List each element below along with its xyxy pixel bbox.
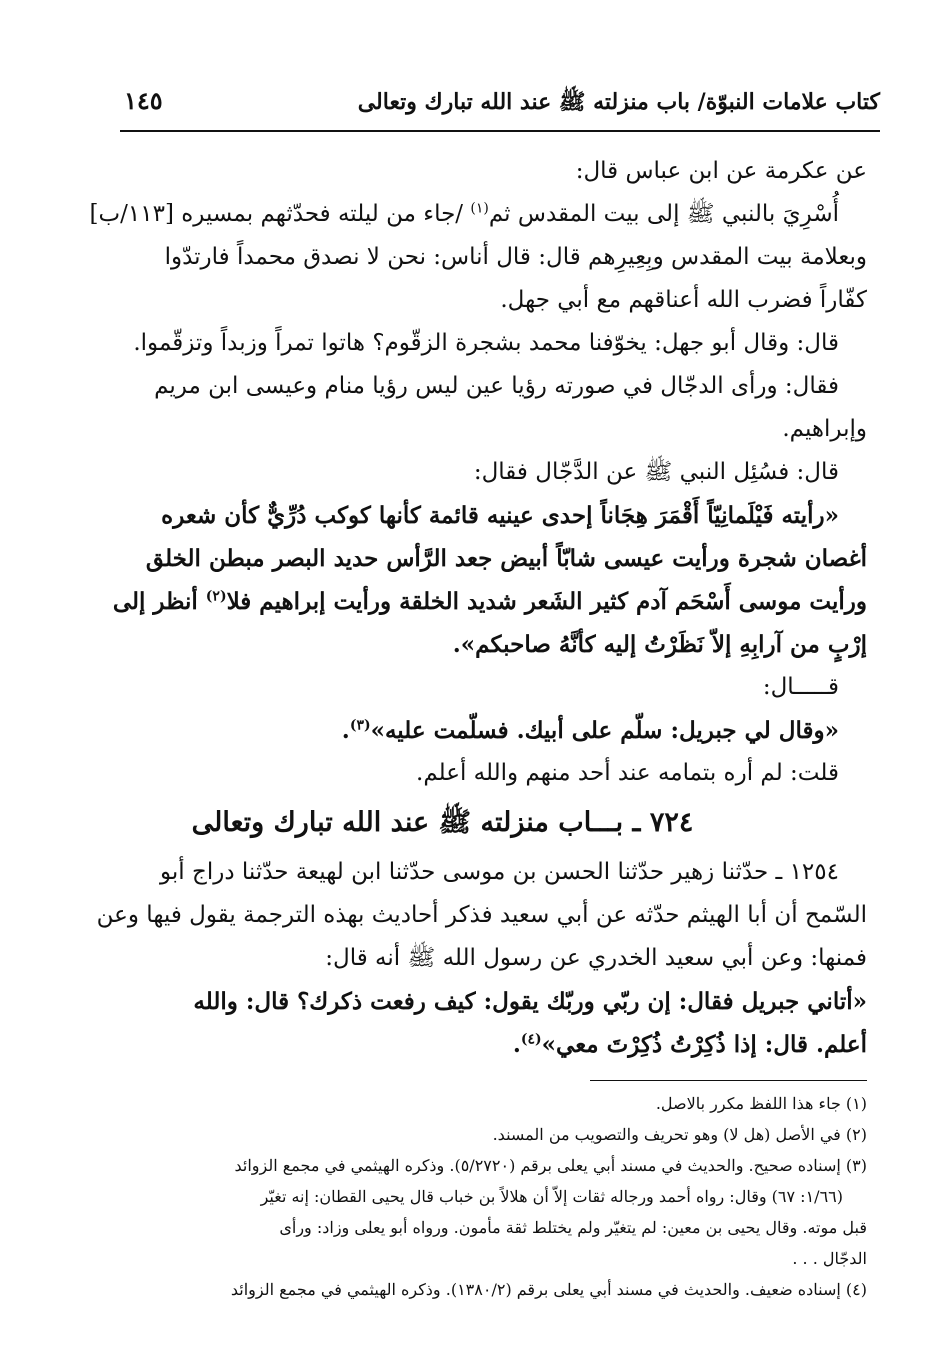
text-line [18, 193, 867, 236]
footnote-divider [590, 1080, 867, 1081]
running-title: كتاب علامات النبوّة/ باب منزلته ﷺ عند الله تبارك وتعالى [357, 89, 880, 115]
footnote-ref: (١) [470, 200, 489, 217]
text-segment: أُسْرِيَ بالنبي ﷺ إلى بيت المقدس ثم [488, 201, 839, 227]
text-line: كفّاراً فضرب الله أعناقهم مع أبي جهل. [500, 287, 867, 313]
hadith-line: أعلم. قال: إذا ذُكِرْتُ ذُكِرْتَ معي»$^{(٤)}$. [512, 1031, 867, 1058]
footnote: (٤) إسناده ضعيف. والحديث في مسند أبي يعلى برقم (١٣٨٠/٢). وذكره الهيثمي في مجمع الزوائد [230, 1280, 867, 1299]
text-line: وإبراهيم. [782, 416, 867, 442]
text-line: فمنها: وعن أبي سعيد الخدري عن رسول الله ﷺ أنه قال: [325, 945, 867, 971]
text-line: فقال: ورأى الدجّال في صورته رؤيا عين ليس رؤيا منام وعيسى ابن مريم [154, 373, 839, 399]
text-segment: «وقال لي جبريل: سلّم على أبيك. فسلّمت عليه» [370, 717, 839, 744]
text-line: وبعلامة بيت المقدس وبِعِيرِهم قال: قال أناس: نحن لا نصدق محمداً فارتدّوا [164, 244, 867, 270]
text-segment: /جاء من ليلته فحدّثهم بمسيره [١١٣/ب] [89, 201, 464, 227]
chapter-heading: ٧٢٤ ـ بـــاب منزلته ﷺ عند الله تبارك وتعالى [191, 807, 694, 838]
footnote-continuation: الدجّال . . . [792, 1249, 867, 1268]
hadith-line: «أتاني جبريل فقال: إن ربّي وربّك يقول: كيف رفعت ذكرك؟ قال: والله [193, 988, 867, 1015]
footnote: (٣) إسناده صحيح. والحديث في مسند أبي يعلى برقم (٥/٢٧٢٠). وذكره الهيثمي في مجمع الزوائد [234, 1156, 867, 1175]
text-line: عن عكرمة عن ابن عباس قال: [575, 158, 867, 184]
text-segment: أعلم. قال: إذا ذُكِرْتُ ذُكِرْتَ معي» [541, 1031, 867, 1058]
text-line: قال: فسُئِل النبي ﷺ عن الدَّجّال فقال: [473, 459, 839, 485]
footnote-continuation: قبل موته. وقال يحيى بن معين: لم يتغيّر ولم يختلط ثقة مأمون. ورواه أبو يعلى وزاد: ورأى [279, 1218, 867, 1237]
text-segment: ورأيت موسى أَسْحَم آدم كثير الشَعر شديد الخلقة ورأيت إبراهيم فلا [226, 588, 867, 615]
text-line: ١٢٥٤ ـ حدّثنا زهير حدّثنا الحسن بن موسى حدّثنا ابن لهيعة حدّثنا دراج أبو [160, 859, 839, 885]
text-segment: أنظر إلى [112, 588, 198, 615]
footnotes [95, 1088, 867, 1305]
page-number: ١٤٥ [124, 86, 163, 115]
hadith-line: «رأيته فَيْلَمانِيّاً أَقْمَرَ هِجَاناً إحدى عينيه قائمة كأنها كوكب دُرِّيٌّ كأن شعره [161, 502, 839, 529]
text-line: السّمح أن أبا الهيثم حدّثه عن أبي سعيد فذكر أحاديث بهذه الترجمة يقول فيها وعن [96, 902, 867, 928]
footnote-continuation: (١/٦٦: ٦٧) وقال: رواه أحمد ورجاله ثقات إلاّ أن هلالاً بن خباب قال يحيى القطان: إنه تغيّر [260, 1187, 843, 1206]
hadith-line [18, 580, 867, 623]
footnote-ref: (٣) [349, 717, 371, 734]
footnote-ref: (٢) [205, 588, 227, 605]
page-header [120, 80, 880, 132]
footnote-ref: (٤) [520, 1031, 542, 1048]
hadith-line: أغصان شجرة ورأيت عيسى شابّاً أبيض جعد الرَّأس حديد البصر مبطن الخلق [145, 545, 867, 572]
main-text [18, 150, 867, 1066]
text-line: قلت: لم أره بتمامه عند أحد منهم والله أعلم. [416, 760, 839, 786]
hadith-line: إرْبٍ من آرابِهِ إلاّ نَظَرْتُ إليه كأنَّهُ صاحبكم». [452, 631, 867, 658]
hadith-line: «وقال لي جبريل: سلّم على أبيك. فسلّمت عليه»$^{(٣)}$. [341, 717, 839, 744]
footnote: (١) جاء هذا اللفظ مكرر بالاصل. [655, 1094, 867, 1113]
text-line: قال: وقال أبو جهل: يخوّفنا محمد بشجرة الزقّوم؟ هاتوا تمراً وزبداً وتزقّموا. [133, 330, 839, 356]
footnote: (٢) في الأصل (هل لا) وهو تحريف والتصويب من المسند. [492, 1125, 867, 1144]
text-line: قـــــال: [762, 674, 839, 700]
